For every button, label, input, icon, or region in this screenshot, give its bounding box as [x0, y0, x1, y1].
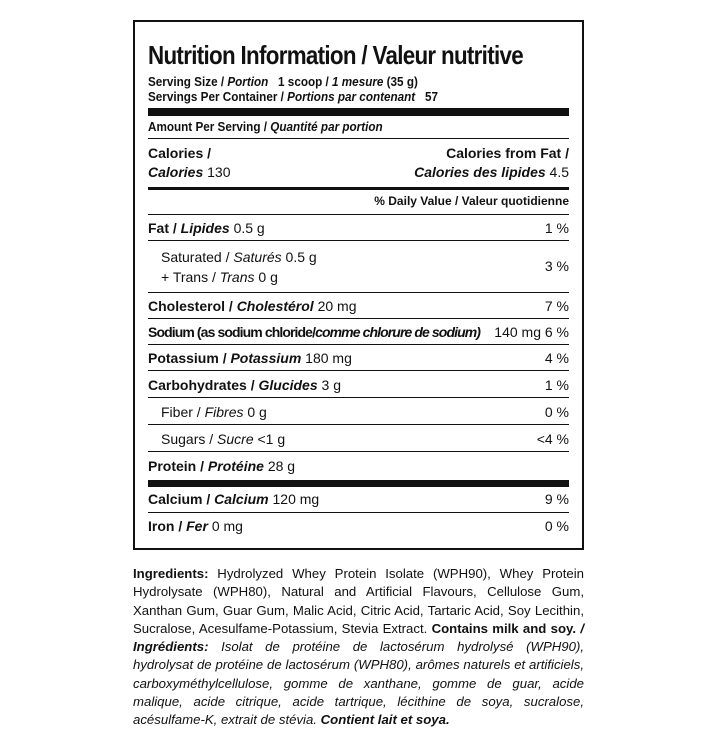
- divider: [148, 214, 569, 215]
- calories-row: Calories / Calories 130 Calories from Fat / Calories des lipides 4.5: [148, 145, 569, 180]
- servings-per-container: Servings Per Container / Portions par contenant 57: [148, 89, 438, 104]
- serving-size: Serving Size / Portion 1 scoop / 1 mesure (35 g): [148, 74, 418, 89]
- divider: [148, 512, 569, 513]
- divider: [148, 318, 569, 319]
- thick-divider: [148, 108, 569, 116]
- thick-divider: [148, 480, 569, 487]
- amount-per-serving: Amount Per Serving / Quantité par portion: [148, 119, 383, 134]
- medium-divider: [148, 187, 569, 190]
- ingredients-text: Ingredients: Hydrolyzed Whey Protein Isolate (WPH90), Whey Protein Hydrolysate (WPH80), Natural and Artificial Flavours, Cellulose Gum, Xanthan Gum, Guar Gum, Malic Acid, Citric Acid, Tartaric Acid, Soy Lecithin, Sucralose, Acesulfame-Potassium, Stevia Extract. Contains milk and soy. / Ingrédients: Isolat de protéine de lactosérum hydrolysé (WPH90), hydrolysat de protéine de lactosérum (WPH80), arômes naturels et artificiels, carboxyméthylcellulose, gomme de xanthane, gomme de guar, acide malique, acide citrique, acide tartrique, lécithine de soya, sucralose, acésulfame-K, extrait de stévia. Contient lait et soya.: [133, 566, 585, 728]
- divider: [148, 424, 569, 425]
- divider: [148, 344, 569, 345]
- divider: [148, 451, 569, 452]
- divider: [148, 292, 569, 293]
- divider: [148, 240, 569, 241]
- divider: [148, 370, 569, 371]
- divider: [148, 397, 569, 398]
- panel-title: Nutrition Information / Valeur nutritive: [148, 40, 523, 70]
- divider: [148, 138, 569, 139]
- nutrient-row-saturated-trans: Saturated / Saturés 0.5 g + Trans / Trans 0 g 3 %: [161, 249, 569, 285]
- nutrition-facts-panel: Nutrition Information / Valeur nutritive Serving Size / Portion 1 scoop / 1 mesure (35 g) Servings Per Container / Portions par contenant 57 Amount Per Serving / Quantité par portion Calories / Calories 130 Calories from Fat / Calories des lipides 4.5 % Daily Value / Valeur quotidienne Fat / Lipides 0.5 g 1 % Saturated / Saturés 0.5 g + Trans / Trans 0 g 3 % Cholesterol / Cholestérol 20 mg 7 % Sodium (as sodium chloride/comme chlorure de sodium) 140 mg 6 % Potassium / Potassium 180 mg 4 % Carbohydrates / Glucides 3 g 1 % Fiber / Fibres 0 g 0 % Sugars / Sucre <1 g <4 % Protein / Protéine 28 g Calcium / Calcium 120 mg 9 % Iron / Fer 0 mg 0 %: [133, 20, 584, 550]
